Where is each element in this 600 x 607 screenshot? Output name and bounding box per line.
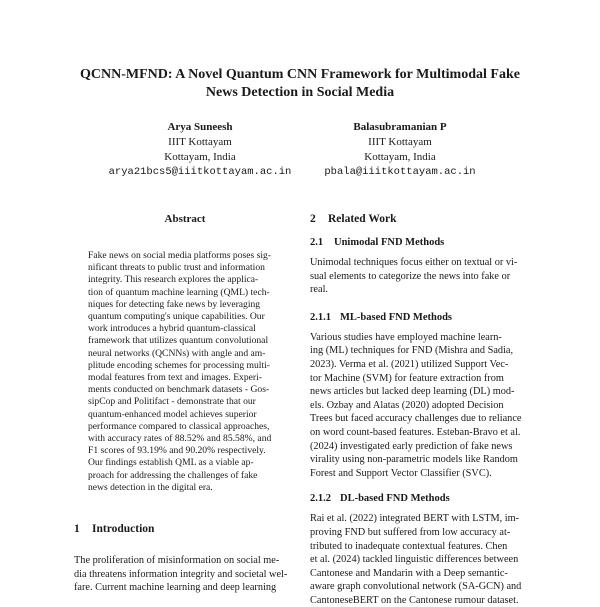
text-line: Various studies have employed machine learn- [310, 331, 502, 343]
author-block-2 [290, 120, 510, 180]
left-column [74, 212, 296, 595]
title-line-1: QCNN-MFND: A Novel Quantum CNN Framework for Multimodal Fake [80, 67, 520, 82]
text-line: sipCop and Politifact - demonstrate that our [88, 396, 256, 408]
author-block-1 [90, 120, 310, 180]
subsection-body-2-1-1 [310, 331, 532, 481]
text-line: Trees but faced accuracy challenges due to reliance [310, 413, 522, 425]
text-line: Unimodal techniques focus either on textual or vi- [310, 257, 518, 268]
abstract-body [74, 250, 296, 494]
right-column [310, 212, 532, 607]
author-email: arya21bcs5@iiitkottayam.ac.in [108, 166, 292, 178]
text-line: performance compared to classical approaches, [88, 420, 270, 432]
text-line: niques for detecting fake news by leveraging [88, 298, 261, 310]
text-line: integrity. This research explores the applica- [88, 274, 259, 286]
author-email: pbala@iiitkottayam.ac.in [324, 166, 476, 178]
text-line: et al. (2024) tackled linguistic differences between [310, 554, 519, 566]
text-line: dia threatens information integrity and societal wel- [74, 568, 288, 580]
text-line: nificant threats to public trust and information [88, 262, 265, 274]
author-name: Balasubramanian P [353, 121, 447, 133]
text-line: real. [310, 284, 329, 296]
subsection-title: ML-based FND Methods [340, 311, 452, 323]
title-line-2: News Detection in Social Media [205, 85, 395, 100]
text-line: CantoneseBERT on the Cantonese rumour dataset. [310, 594, 519, 606]
text-line: Fake news on social media platforms poses sig- [88, 250, 272, 261]
text-line: F1 scores of 93.19% and 90.20% respectively. [88, 445, 266, 457]
subsection-heading-2-1 [310, 236, 532, 250]
subsection-title: DL-based FND Methods [340, 493, 450, 505]
text-line: ing (ML) techniques for FND (Mishra and Sadia, [310, 345, 514, 357]
text-line: 2023). Verma et al. (2021) utilized Support Vec- [310, 358, 509, 370]
text-line: with accuracy rates of 88.52% and 85.58%, and [88, 433, 272, 445]
text-line: Cantonese and Mandarin with a Deep semantic- [310, 567, 508, 579]
text-line: Our findings establish QML as a viable ap- [88, 457, 254, 469]
text-line: Forest and Support Vector Classifier (SVC). [310, 467, 492, 479]
text-line: aware graph convolutional network (SA-GCN) and [310, 581, 522, 593]
text-line: els. Ozbay and Alatas (2020) adopted Decision [310, 399, 504, 411]
section-number: 2 [310, 213, 316, 225]
text-line: ments conducted on benchmark datasets - Gos- [88, 384, 270, 396]
text-line: framework that utilizes quantum convolutional [88, 335, 269, 347]
text-line: virality using non-parametric models like Random [310, 454, 518, 466]
text-line: neural networks (QCNNs) with angle and am- [88, 347, 266, 359]
text-line: tor Machine (SVM) for feature extraction from [310, 372, 504, 384]
introduction-body [74, 554, 296, 595]
author-affiliation: IIIT Kottayam [368, 136, 432, 148]
text-line: modal features from text and images. Experi- [88, 372, 262, 384]
text-line: fare. Current machine learning and deep learning [74, 582, 277, 594]
text-line: proach for addressing the challenges of fake [88, 469, 258, 481]
subsection-heading-2-1-1 [310, 311, 532, 325]
text-line: sual elements to categorize the news into fake or [310, 270, 511, 282]
text-line: work introduces a hybrid quantum-classical [88, 323, 256, 335]
text-line: on word count-based features. Esteban-Bravo et al. [310, 426, 521, 438]
section-title: Introduction [92, 523, 155, 536]
text-line: news articles but lacked deep learning (DL) mod- [310, 386, 515, 398]
text-line: news detection in the digital era. [88, 481, 213, 493]
subsection-heading-2-1-2 [310, 492, 532, 506]
subsection-body-2-1 [310, 256, 532, 297]
abstract-heading: Abstract [164, 213, 206, 225]
section-number: 1 [74, 523, 80, 536]
author-name: Arya Suneesh [167, 121, 233, 133]
text-line: Rai et al. (2022) integrated BERT with LSTM, im- [310, 513, 520, 525]
author-location: Kottayam, India [364, 151, 436, 163]
subsection-number: 2.1 [310, 237, 324, 248]
subsection-title: Unimodal FND Methods [334, 237, 445, 248]
text-line: proving FND but suffered from low accuracy at- [310, 526, 511, 538]
paper-title [60, 66, 540, 102]
text-line: tributed to inadequate contextual features. Chen [310, 540, 508, 552]
text-line: quantum-enhanced model achieves superior [88, 408, 257, 420]
author-location: Kottayam, India [164, 151, 236, 163]
text-line: plitude encoding schemes for processing multi- [88, 359, 270, 371]
text-line: The proliferation of misinformation on social me- [74, 555, 280, 567]
related-work-heading [310, 212, 532, 226]
introduction-heading [74, 522, 296, 536]
subsection-number: 2.1.1 [310, 311, 331, 323]
subsection-number: 2.1.2 [310, 493, 331, 505]
text-line: (2024) investigated early prediction of fake news [310, 440, 513, 452]
section-title: Related Work [328, 213, 397, 225]
text-line: tion of quantum machine learning (QML) tech- [88, 286, 270, 298]
subsection-body-2-1-2 [310, 512, 532, 607]
author-affiliation: IIIT Kottayam [168, 136, 232, 148]
text-line: quantum computing's unique capabilities. Our [88, 311, 265, 323]
